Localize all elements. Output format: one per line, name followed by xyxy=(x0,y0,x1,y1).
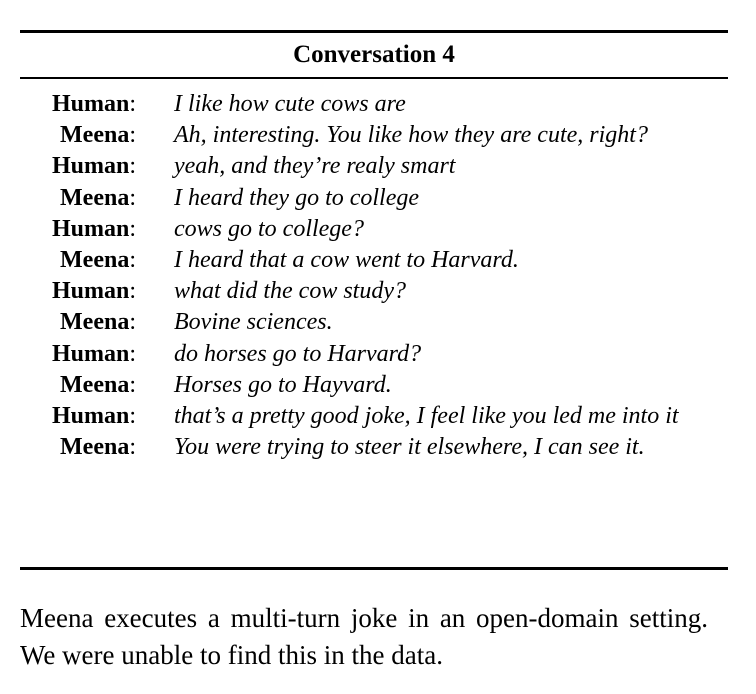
utterance-text: Horses go to Hayvard. xyxy=(174,371,392,398)
utterance-text: I like how cute cows are xyxy=(174,91,406,117)
utterance-text: You were trying to steer it elsewhere, I can see it. xyxy=(174,434,645,461)
table-header-rule xyxy=(20,77,728,79)
speaker-label: Meena xyxy=(60,371,130,398)
utterance-text: cows go to college? xyxy=(174,215,364,242)
speaker-label: Meena xyxy=(60,309,130,336)
conversation-turn: Human: cows go to college? xyxy=(0,214,756,245)
conversation-turn: Human: what did the cow study? xyxy=(0,276,756,307)
speaker-label: Meena xyxy=(60,122,130,149)
utterance-text: yeah, and they’re realy smart xyxy=(174,153,456,180)
speaker-label: Meena xyxy=(60,184,130,211)
utterance-text: Bovine sciences. xyxy=(174,309,333,336)
conversation-turn: Meena: You were trying to steer it elsewhere, I can see it. xyxy=(0,432,756,463)
conversation-turn: Meena: Bovine sciences. xyxy=(0,307,756,338)
conversation-turn: Human: yeah, and they’re realy smart xyxy=(0,151,756,182)
conversation-turn: Human: do horses go to Harvard? xyxy=(0,339,756,370)
utterance-text: that’s a pretty good joke, I feel like you led me into it xyxy=(174,403,679,430)
utterance-text: do horses go to Harvard? xyxy=(174,340,422,367)
speaker-label: Human xyxy=(51,340,130,367)
utterance-text: I heard that a cow went to Harvard. xyxy=(174,247,519,274)
conversation-turn: Meena: Ah, interesting. You like how they are cute, right? xyxy=(0,120,756,151)
speaker-label: Human xyxy=(51,153,130,180)
conversation-turn: Meena: I heard that a cow went to Harvard. xyxy=(0,245,756,276)
conversation-turn: Human: that’s a pretty good joke, I feel like you led me into it xyxy=(0,401,756,432)
utterance-text: what did the cow study? xyxy=(174,278,406,305)
speaker-label: Human xyxy=(51,403,130,430)
conversation-turn: Meena: Horses go to Hayvard. xyxy=(0,370,756,401)
table-caption: Meena executes a multi-turn joke in an open-domain setting. We were unable to find this in the data. xyxy=(20,603,708,670)
table-title: Conversation 4 xyxy=(293,41,455,68)
table-top-rule xyxy=(20,30,728,33)
speaker-label: Meena xyxy=(60,247,130,274)
conversation-turn: Meena: I heard they go to college xyxy=(0,183,756,214)
speaker-label: Meena xyxy=(60,434,130,461)
speaker-label: Human xyxy=(51,91,130,117)
conversation-table-body xyxy=(0,89,756,463)
table-bottom-rule xyxy=(20,567,728,570)
speaker-label: Human xyxy=(51,215,130,242)
utterance-text: Ah, interesting. You like how they are cute, right? xyxy=(174,122,648,149)
speaker-label: Human xyxy=(51,278,130,305)
conversation-turn: Human: I like how cute cows are xyxy=(0,89,756,120)
utterance-text: I heard they go to college xyxy=(174,184,420,211)
